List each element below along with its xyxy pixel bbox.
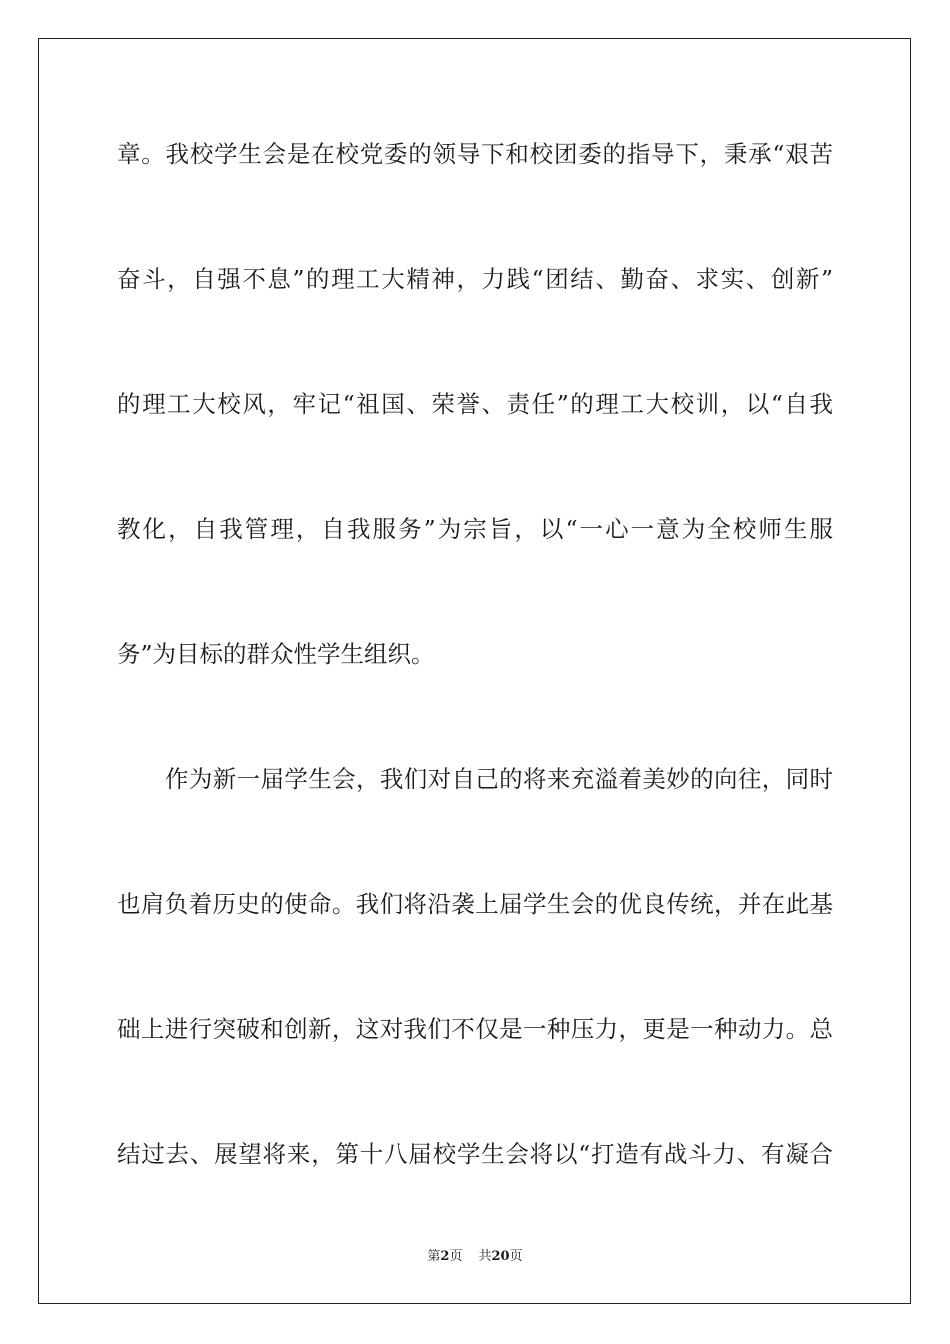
page-border: [38, 38, 911, 1304]
text-line: 奋斗，自强不息”的理工大精神，力践“团结、勤奋、求实、创新”: [117, 265, 833, 293]
text-line: 也肩负着历史的使命。我们将沿袭上届学生会的优良传统，并在此基: [117, 890, 833, 918]
total-suffix: 页: [509, 1249, 523, 1264]
page-footer: [0, 1248, 950, 1266]
text-line: 结过去、展望将来，第十八届校学生会将以“打造有战斗力、有凝合: [117, 1140, 833, 1168]
text-line: 础上进行突破和创新，这对我们不仅是一种压力，更是一种动力。总: [117, 1015, 833, 1043]
text-line: 作为新一届学生会，我们对自己的将来充溢着美妙的向往，同时: [165, 765, 833, 793]
page-suffix: 页: [449, 1249, 463, 1264]
total-prefix: 共: [478, 1249, 492, 1264]
total-pages: 20: [491, 1249, 510, 1264]
text-line: 教化，自我管理，自我服务”为宗旨，以“一心一意为全校师生服: [117, 515, 833, 543]
text-line: 务”为目标的群众性学生组织。: [117, 640, 435, 668]
text-line: 的理工大校风，牢记“祖国、荣誉、责任”的理工大校训，以“自我: [117, 390, 833, 418]
page-prefix: 第: [427, 1249, 441, 1264]
text-line: 章。我校学生会是在校党委的领导下和校团委的指导下，秉承“艰苦: [117, 140, 833, 168]
page-number: 2: [440, 1249, 450, 1264]
